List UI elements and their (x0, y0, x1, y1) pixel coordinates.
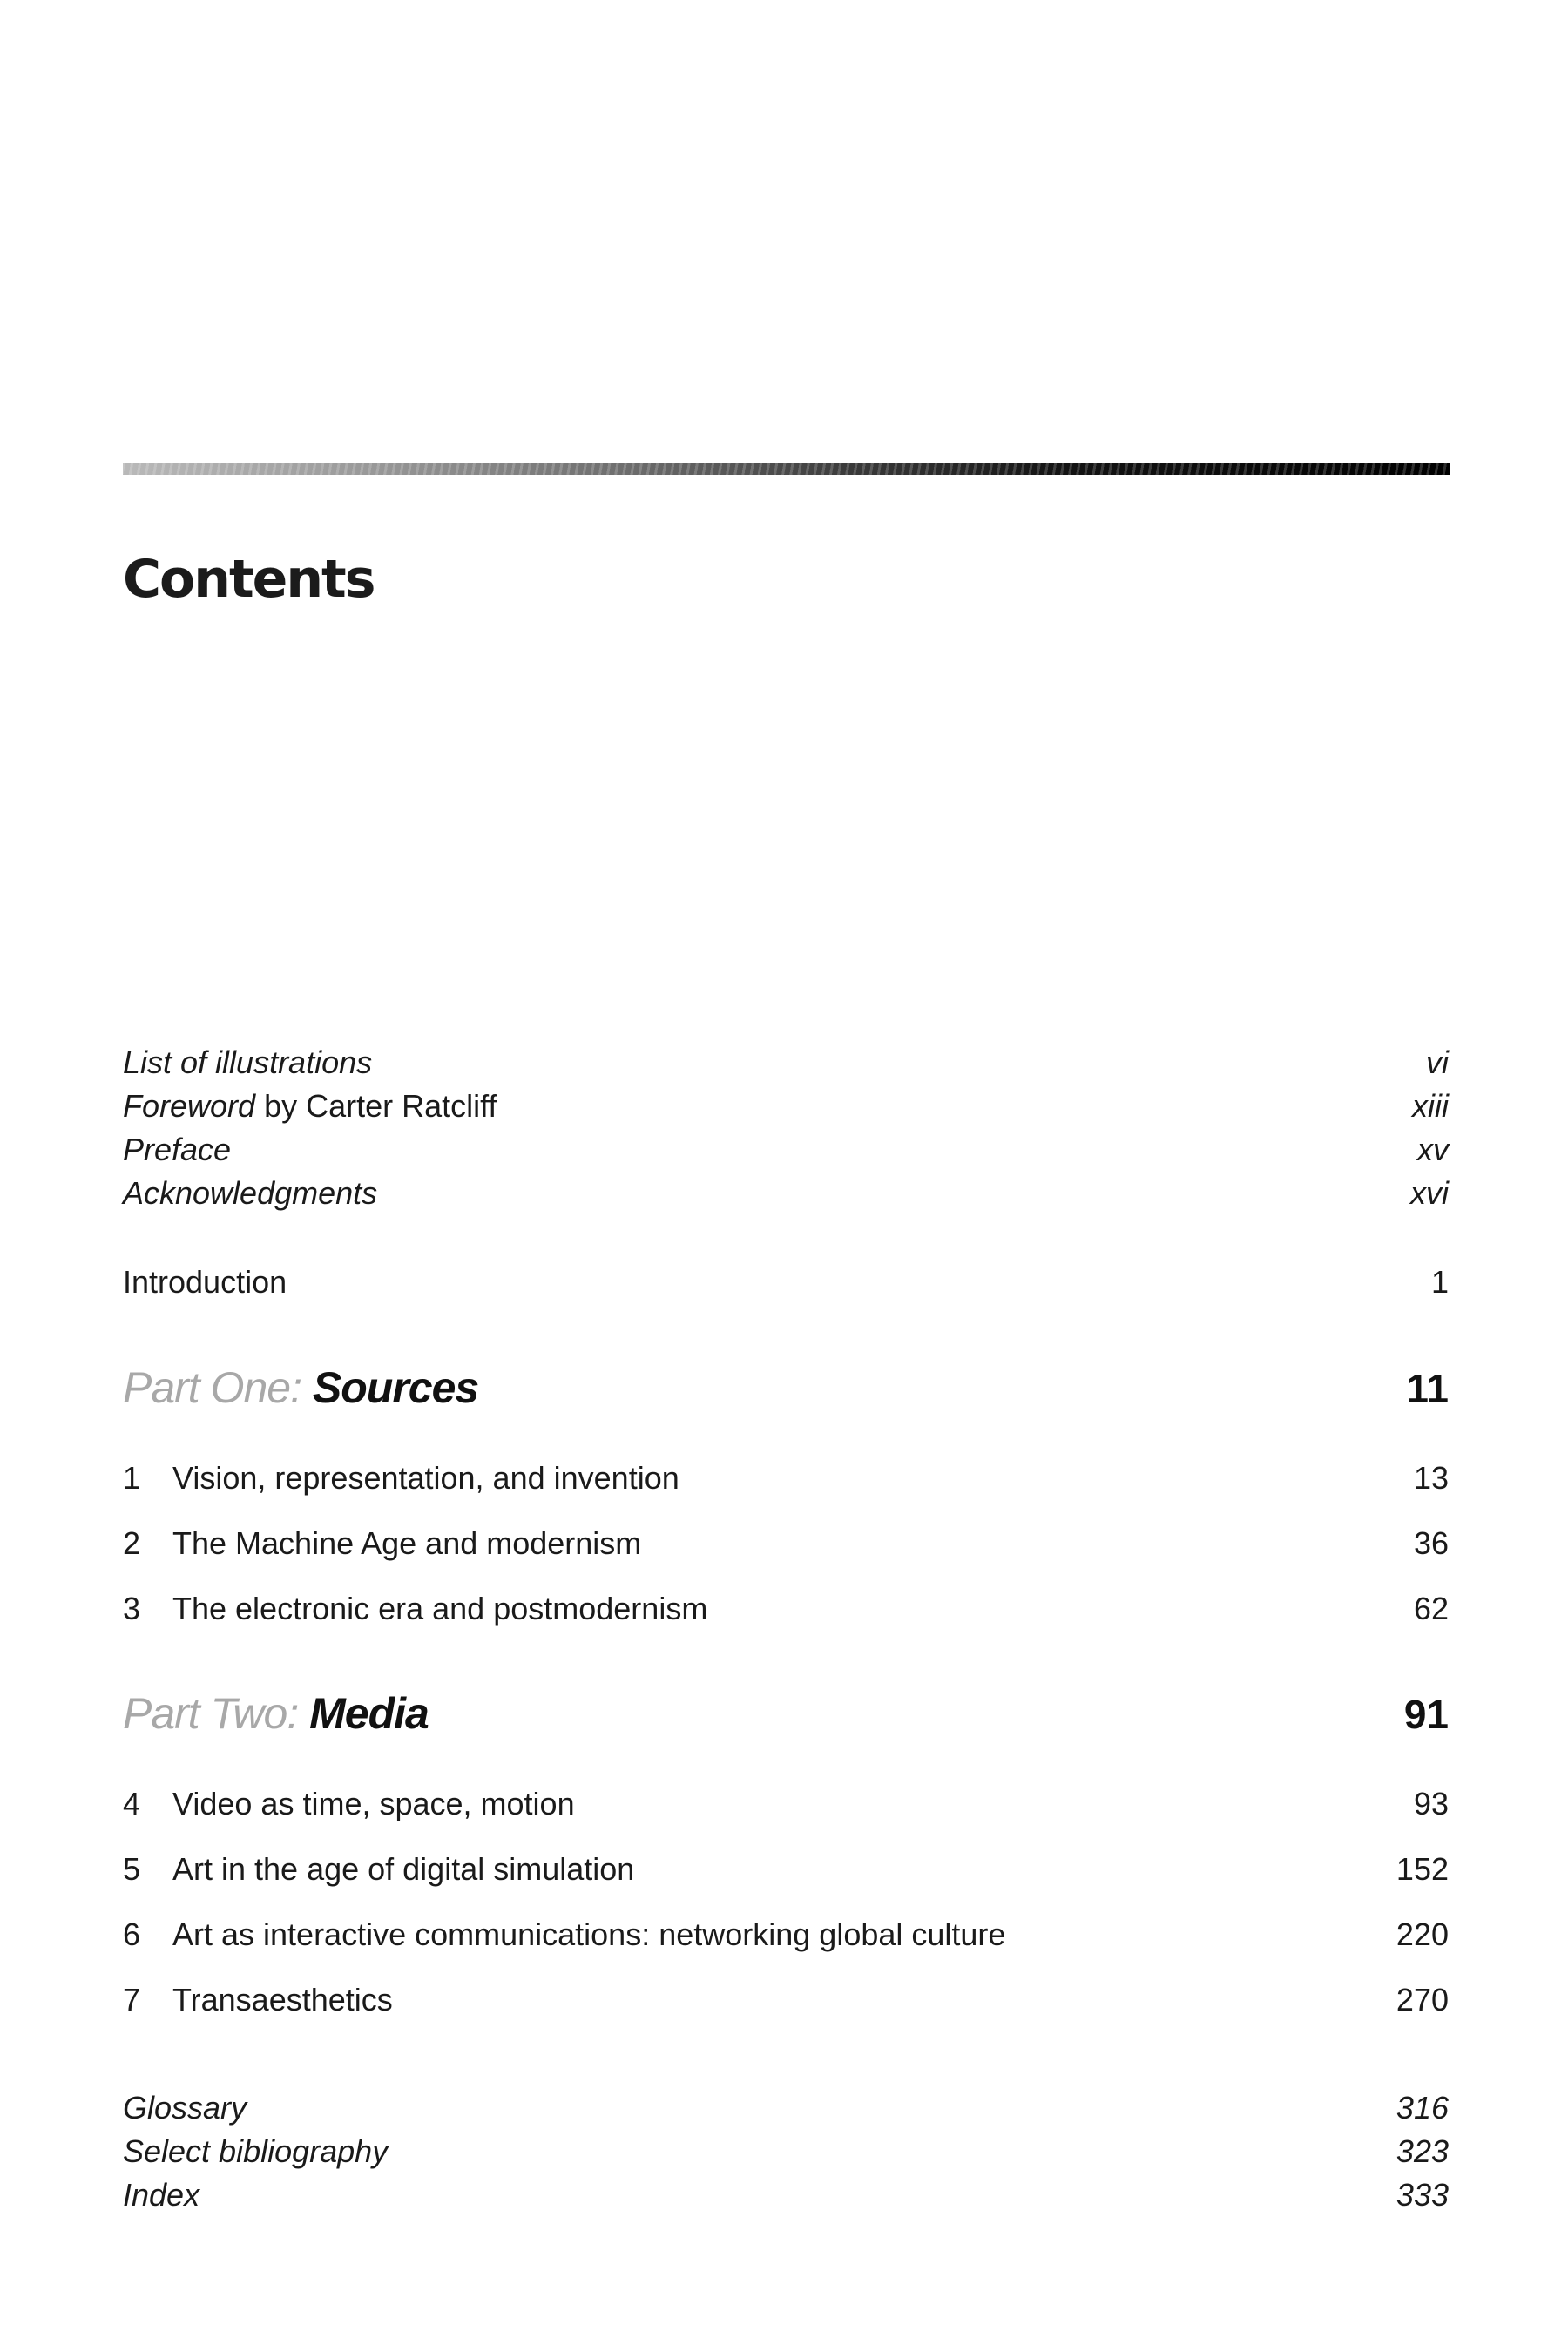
toc-chapter-2[interactable] (123, 1525, 1449, 1561)
toc-entry-title: Acknowledgments (123, 1175, 378, 1211)
chapter-title: Video as time, space, motion (172, 1786, 575, 1821)
chapter-number: 4 (123, 1786, 141, 1821)
toc-entry-title: Select bibliography (123, 2133, 389, 2169)
toc-entry-title: Introduction (123, 1264, 287, 1300)
toc-entry-title: Index (123, 2177, 200, 2213)
toc-entry-glossary[interactable] (123, 2092, 1449, 2124)
chapter-title: The electronic era and postmodernism (172, 1591, 708, 1626)
header-rule (123, 463, 1450, 475)
toc-entry-page: vi (1426, 1044, 1449, 1080)
toc-entry-page: xvi (1410, 1175, 1449, 1211)
toc-chapter-4[interactable] (123, 1788, 1449, 1820)
chapter-title: The Machine Age and modernism (172, 1525, 642, 1561)
toc-entry-page: xiii (1412, 1088, 1449, 1124)
toc-entry-title: Preface (123, 1132, 232, 1167)
chapter-number: 2 (123, 1525, 141, 1561)
chapter-page: 93 (1413, 1786, 1449, 1821)
chapter-number: 5 (123, 1851, 141, 1887)
toc-entry-author: by Carter Ratcliff (255, 1088, 497, 1124)
part-name: Media (309, 1689, 429, 1738)
toc-entry-foreword[interactable] (123, 1088, 1449, 1124)
page-title: Contents (123, 549, 375, 610)
toc-chapter-5[interactable] (123, 1851, 1449, 1887)
part-page: 91 (1403, 1692, 1449, 1737)
toc-chapter-7[interactable] (123, 1984, 1449, 2016)
toc-entry-page: 323 (1396, 2133, 1449, 2169)
toc-entry-page: 316 (1396, 2090, 1449, 2126)
chapter-page: 36 (1413, 1525, 1449, 1561)
chapter-number: 6 (123, 1916, 141, 1952)
toc-part-one[interactable] (123, 1363, 1449, 1412)
toc-entry-title: List of illustrations (123, 1044, 373, 1080)
toc-entry-index[interactable] (123, 2177, 1449, 2213)
toc-chapter-6[interactable] (123, 1916, 1449, 1952)
toc-entry-select-bibliography[interactable] (123, 2133, 1449, 2169)
part-name: Sources (312, 1363, 479, 1412)
toc-chapter-3[interactable] (123, 1593, 1449, 1625)
toc-entry-page: xv (1417, 1132, 1449, 1167)
toc-entry-page: 1 (1430, 1264, 1449, 1300)
toc-entry-page: 333 (1396, 2177, 1449, 2213)
chapter-page: 62 (1413, 1591, 1449, 1626)
chapter-number: 1 (123, 1460, 141, 1496)
chapter-number: 3 (123, 1591, 141, 1626)
part-label: Part Two: (123, 1689, 310, 1738)
chapter-title: Vision, representation, and invention (172, 1460, 679, 1496)
part-label: Part One: (123, 1363, 313, 1412)
toc-part-two[interactable] (123, 1689, 1449, 1738)
chapter-title: Art in the age of digital simulation (172, 1851, 635, 1887)
chapter-page: 152 (1396, 1851, 1449, 1887)
chapter-title: Art as interactive communications: networking global culture (172, 1916, 1006, 1952)
toc-entry-introduction[interactable] (123, 1264, 1449, 1300)
part-page: 11 (1406, 1366, 1449, 1411)
toc-entry-title: Glossary (123, 2090, 247, 2126)
toc-entry-acknowledgments[interactable] (123, 1175, 1449, 1211)
chapter-page: 270 (1396, 1982, 1449, 2017)
toc-chapter-1[interactable] (123, 1460, 1449, 1496)
chapter-page: 13 (1413, 1460, 1449, 1496)
toc-entry-title: Foreword (123, 1088, 256, 1124)
chapter-title: Transaesthetics (172, 1982, 393, 2017)
chapter-number: 7 (123, 1982, 141, 2017)
toc-entry-preface[interactable] (123, 1134, 1449, 1166)
chapter-page: 220 (1396, 1916, 1449, 1952)
toc-entry-list-of-illustrations[interactable] (123, 1044, 1449, 1080)
